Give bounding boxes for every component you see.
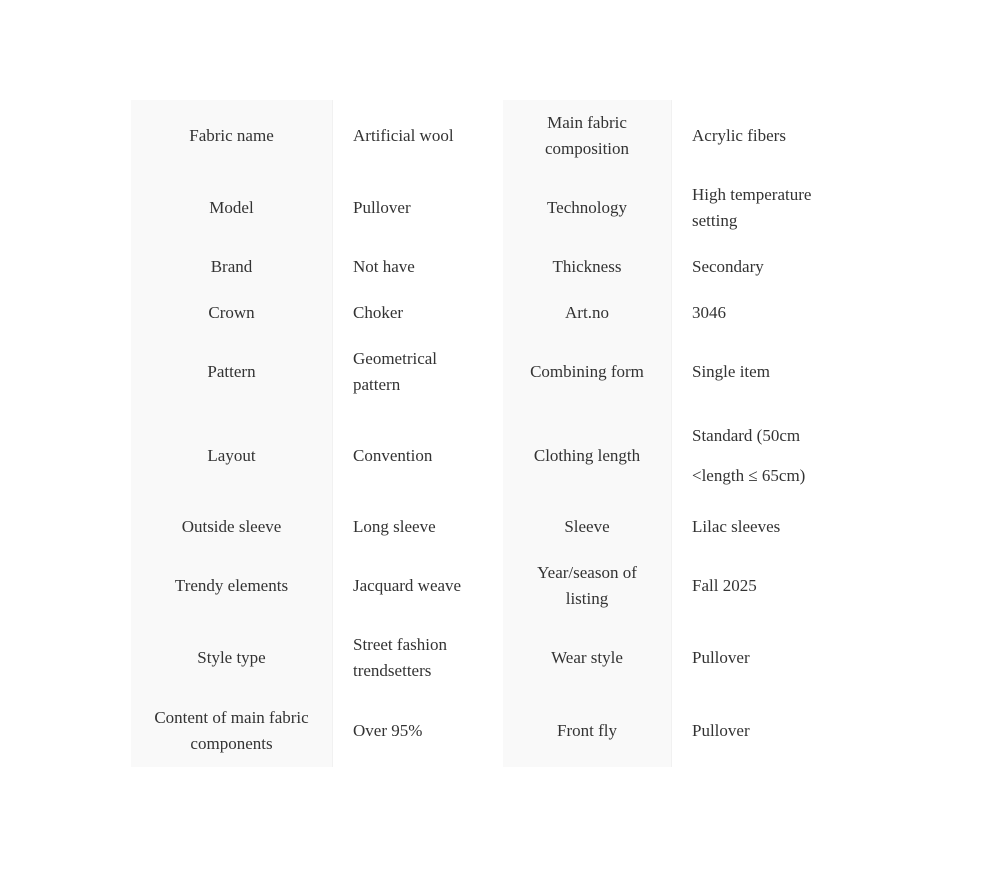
- spec-value: Jacquard weave: [333, 550, 504, 622]
- table-row: [131, 622, 862, 694]
- spec-label: Content of main fabric components: [131, 694, 333, 767]
- table-row: [131, 336, 862, 408]
- spec-value: Secondary: [672, 244, 863, 290]
- spec-value: Choker: [333, 290, 504, 336]
- table-row: [131, 100, 862, 172]
- spec-label: Pattern: [131, 336, 333, 408]
- table-row: [131, 290, 862, 336]
- table-row: [131, 504, 862, 550]
- spec-value: Geometrical pattern: [333, 336, 504, 408]
- spec-value: Convention: [333, 408, 504, 504]
- spec-label: Fabric name: [131, 100, 333, 172]
- table-row: [131, 408, 862, 504]
- spec-label: Crown: [131, 290, 333, 336]
- spec-label: Wear style: [503, 622, 672, 694]
- spec-label: Thickness: [503, 244, 672, 290]
- spec-value: Pullover: [672, 622, 863, 694]
- product-spec-table: [131, 100, 862, 767]
- spec-value: Street fashion trendsetters: [333, 622, 504, 694]
- spec-value: High temperature setting: [672, 172, 863, 244]
- spec-value: 3046: [672, 290, 863, 336]
- table-row: [131, 550, 862, 622]
- spec-label: Sleeve: [503, 504, 672, 550]
- spec-value: Pullover: [333, 172, 504, 244]
- table-row: [131, 694, 862, 767]
- spec-value: Acrylic fibers: [672, 100, 863, 172]
- spec-label: Main fabric composition: [503, 100, 672, 172]
- spec-label: Trendy elements: [131, 550, 333, 622]
- spec-label: Clothing length: [503, 408, 672, 504]
- spec-value: Artificial wool: [333, 100, 504, 172]
- spec-value: Pullover: [672, 694, 863, 767]
- spec-value: Standard (50cm <length ≤ 65cm): [672, 408, 863, 504]
- spec-value: Fall 2025: [672, 550, 863, 622]
- spec-value: Single item: [672, 336, 863, 408]
- spec-value: Long sleeve: [333, 504, 504, 550]
- spec-value: Not have: [333, 244, 504, 290]
- spec-value: Over 95%: [333, 694, 504, 767]
- spec-label: Front fly: [503, 694, 672, 767]
- table-row: [131, 172, 862, 244]
- spec-label: Art.no: [503, 290, 672, 336]
- table-row: [131, 244, 862, 290]
- spec-label: Technology: [503, 172, 672, 244]
- spec-label: Model: [131, 172, 333, 244]
- spec-label: Brand: [131, 244, 333, 290]
- spec-label: Outside sleeve: [131, 504, 333, 550]
- spec-value: Lilac sleeves: [672, 504, 863, 550]
- spec-label: Style type: [131, 622, 333, 694]
- spec-label: Layout: [131, 408, 333, 504]
- spec-label: Combining form: [503, 336, 672, 408]
- spec-label: Year/season of listing: [503, 550, 672, 622]
